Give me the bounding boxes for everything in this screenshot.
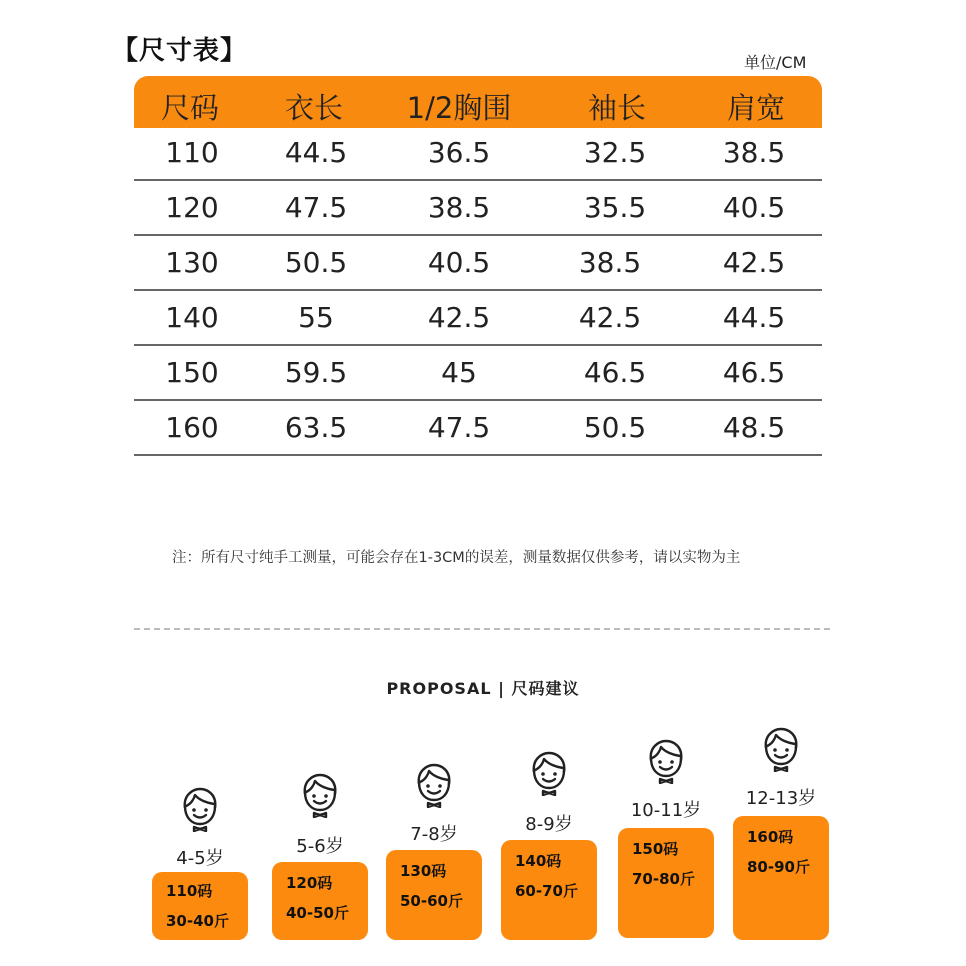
table-cell: 44.5 [722,301,786,334]
table-row [134,289,822,346]
table-cell: 42.5 [427,301,491,334]
weight-label: 70-80斤 [632,870,695,888]
table-header [134,76,822,128]
size-label: 120码 [286,874,333,892]
header-sleeve: 袖长 [587,91,647,125]
measurement-note: 注：所有尺寸纯手工测量，可能会存在1-3CM的误差，测量数据仅供参考，请以实物为主 [172,550,741,566]
weight-label: 50-60斤 [400,892,463,910]
child-face-icon [526,750,572,796]
table-cell: 42.5 [578,301,642,334]
table-cell: 160 [165,411,219,444]
table-cell: 63.5 [284,411,348,444]
age-label: 10-11岁 [630,800,702,821]
table-cell: 35.5 [583,191,647,224]
table-cell: 140 [165,301,219,334]
table-cell: 47.5 [427,411,491,444]
size-label: 130码 [400,862,447,880]
weight-label: 60-70斤 [515,882,578,900]
age-label: 12-13岁 [745,788,817,809]
weight-label: 30-40斤 [166,912,229,930]
size-box [272,862,368,940]
table-row [134,399,822,456]
proposal-title: PROPOSAL | 尺码建议 [386,679,580,698]
child-face-icon [297,772,343,818]
size-box [618,828,714,938]
table-cell: 36.5 [427,136,491,169]
size-label: 110码 [166,882,213,900]
table-cell: 59.5 [284,356,348,389]
table-cell: 110 [165,136,219,169]
size-label: 140码 [515,852,562,870]
table-cell: 46.5 [583,356,647,389]
table-cell: 47.5 [284,191,348,224]
size-label: 160码 [747,828,794,846]
table-cell: 38.5 [427,191,491,224]
weight-label: 80-90斤 [747,858,810,876]
table-cell: 130 [165,246,219,279]
size-chart-title: 【尺寸表】 [112,36,248,66]
size-box [733,816,829,940]
table-cell: 50.5 [284,246,348,279]
table-cell: 45 [441,356,477,389]
age-label: 5-6岁 [296,836,344,857]
dashed-divider [134,628,830,630]
age-label: 7-8岁 [410,824,458,845]
table-cell: 38.5 [578,246,642,279]
table-row [134,124,822,181]
child-face-icon [177,786,223,832]
header-shoulder: 肩宽 [726,91,786,125]
table-cell: 55 [298,301,334,334]
weight-label: 40-50斤 [286,904,349,922]
table-row [134,344,822,401]
table-row [134,234,822,291]
table-cell: 46.5 [722,356,786,389]
size-label: 150码 [632,840,679,858]
table-cell: 38.5 [722,136,786,169]
table-cell: 44.5 [284,136,348,169]
table-cell: 42.5 [722,246,786,279]
table-cell: 150 [165,356,219,389]
size-box [386,850,482,940]
child-face-icon [758,726,804,772]
size-box [501,840,597,940]
unit-label: 单位/CM [744,53,807,72]
age-label: 4-5岁 [176,848,224,869]
child-face-icon [411,762,457,808]
child-face-icon [643,738,689,784]
header-length: 衣长 [284,91,344,125]
header-size: 尺码 [160,91,220,125]
table-row [134,179,822,236]
table-cell: 50.5 [583,411,647,444]
table-cell: 120 [165,191,219,224]
table-cell: 48.5 [722,411,786,444]
table-cell: 32.5 [583,136,647,169]
table-cell: 40.5 [427,246,491,279]
age-label: 8-9岁 [525,814,573,835]
header-chest: 1/2胸围 [406,91,512,125]
size-box [152,872,248,940]
table-cell: 40.5 [722,191,786,224]
